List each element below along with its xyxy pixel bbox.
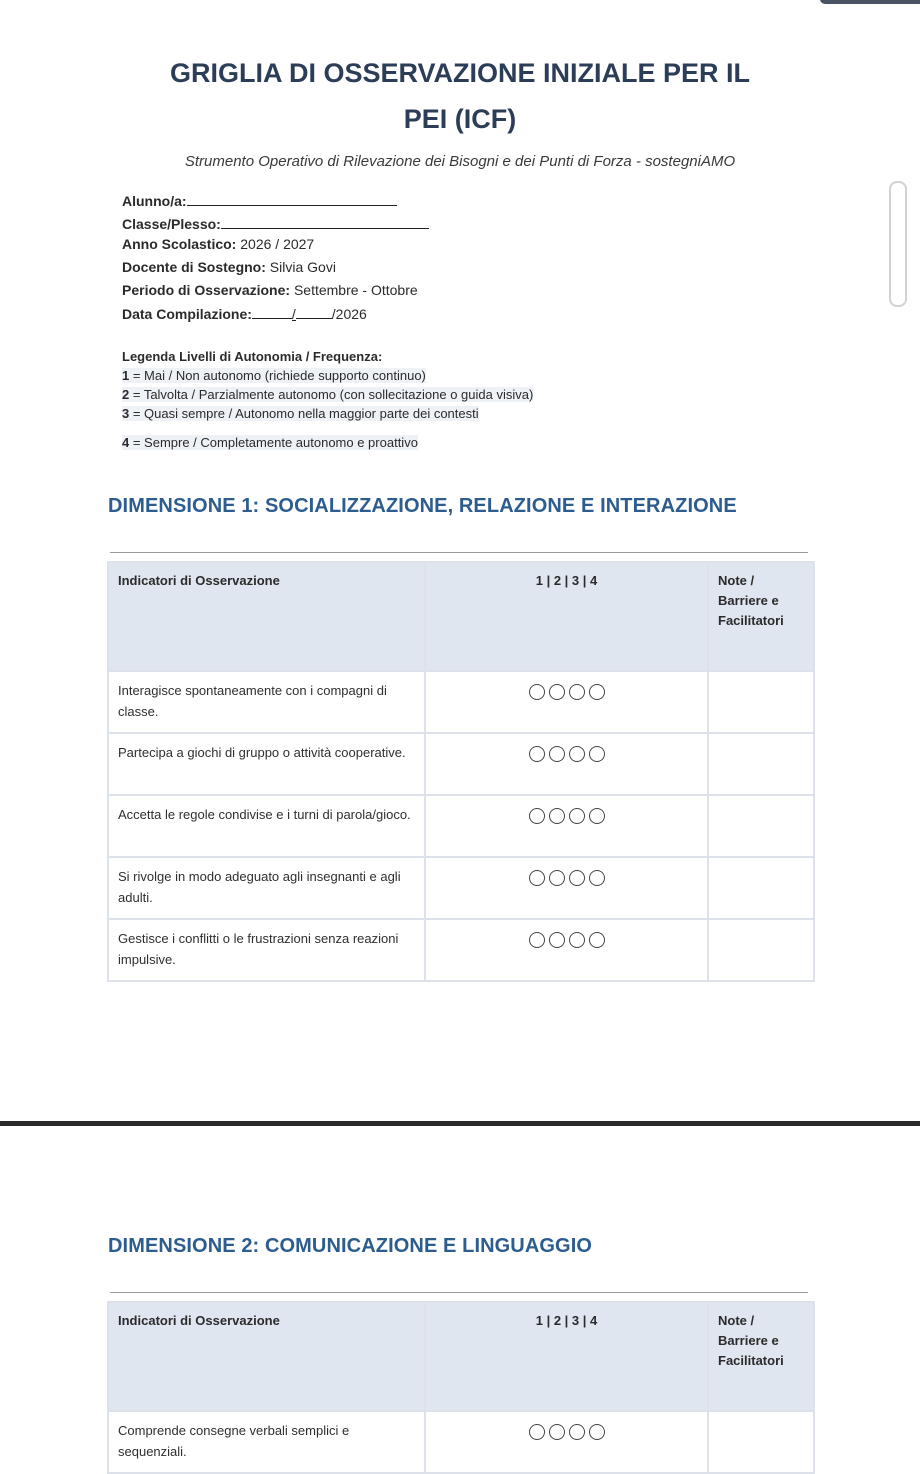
rating-options	[425, 733, 708, 795]
alunno-label: Alunno/a:	[122, 193, 187, 209]
legend-item-2: 2 = Talvolta / Parzialmente autonomo (con sollecitazione o guida visiva)	[122, 387, 534, 402]
table-row	[108, 919, 814, 981]
radio-2[interactable]	[549, 932, 565, 948]
indicator-text: Accetta le regole condivise e i turni di parola/gioco.	[108, 795, 425, 857]
table-header-row	[108, 1302, 814, 1411]
anno-label: Anno Scolastico:	[122, 236, 237, 252]
radio-4[interactable]	[589, 684, 605, 700]
alunno-blank[interactable]	[187, 191, 397, 206]
classe-field[interactable]	[122, 214, 429, 232]
header-notes: Note / Barriere e Facilitatori	[708, 1302, 814, 1411]
dimension-1-table	[107, 561, 815, 982]
radio-4[interactable]	[589, 870, 605, 886]
table-header-row	[108, 562, 814, 671]
notes-cell[interactable]	[708, 733, 814, 795]
radio-1[interactable]	[529, 1424, 545, 1440]
data-label: Data Compilazione:	[122, 306, 252, 322]
radio-4[interactable]	[589, 808, 605, 824]
radio-2[interactable]	[549, 746, 565, 762]
table-row	[108, 671, 814, 733]
radio-1[interactable]	[529, 808, 545, 824]
notes-cell[interactable]	[708, 857, 814, 919]
indicator-text: Partecipa a giochi di gruppo o attività cooperative.	[108, 733, 425, 795]
rating-options	[425, 919, 708, 981]
docente-label: Docente di Sostegno:	[122, 259, 266, 275]
rating-options	[425, 671, 708, 733]
header-indicators: Indicatori di Osservazione	[108, 1302, 425, 1411]
radio-3[interactable]	[569, 746, 585, 762]
legend-title: Legenda Livelli di Autonomia / Frequenza:	[122, 349, 383, 364]
date-year: /2026	[331, 306, 367, 322]
legend-item-4: 4 = Sempre / Completamente autonomo e proattivo	[122, 435, 418, 450]
radio-2[interactable]	[549, 1424, 565, 1440]
table-row	[108, 1411, 814, 1473]
radio-2[interactable]	[549, 684, 565, 700]
notes-cell[interactable]	[708, 919, 814, 981]
indicator-text: Interagisce spontaneamente con i compagni di classe.	[108, 671, 425, 733]
section-rule	[110, 552, 808, 553]
radio-4[interactable]	[589, 746, 605, 762]
month-blank[interactable]	[296, 304, 332, 319]
header-notes: Note / Barriere e Facilitatori	[708, 562, 814, 671]
anno-value: 2026 / 2027	[240, 236, 315, 252]
radio-3[interactable]	[569, 684, 585, 700]
rating-options	[425, 795, 708, 857]
notes-cell[interactable]	[708, 795, 814, 857]
periodo-label: Periodo di Osservazione:	[122, 282, 291, 298]
indicator-text: Si rivolge in modo adeguato agli insegnanti e agli adulti.	[108, 857, 425, 919]
document-title-line2: PEI (ICF)	[403, 104, 517, 134]
legend-item-1: 1 = Mai / Non autonomo (richiede supporto continuo)	[122, 368, 426, 383]
dimension-2-table	[107, 1301, 815, 1474]
radio-3[interactable]	[569, 1424, 585, 1440]
radio-3[interactable]	[569, 808, 585, 824]
radio-2[interactable]	[549, 870, 565, 886]
rating-options	[425, 1411, 708, 1473]
radio-1[interactable]	[529, 746, 545, 762]
radio-3[interactable]	[569, 870, 585, 886]
indicator-text: Comprende consegne verbali semplici e sequenziali.	[108, 1411, 425, 1473]
alunno-field[interactable]	[122, 191, 397, 209]
document-page-2	[0, 1128, 920, 1469]
radio-3[interactable]	[569, 932, 585, 948]
legend	[122, 349, 533, 450]
date-separator: /	[291, 306, 296, 322]
header-indicators: Indicatori di Osservazione	[108, 562, 425, 671]
radio-2[interactable]	[549, 808, 565, 824]
rating-options	[425, 857, 708, 919]
notes-cell[interactable]	[708, 1411, 814, 1473]
radio-1[interactable]	[529, 870, 545, 886]
classe-label: Classe/Plesso:	[122, 216, 221, 232]
legend-item-3: 3 = Quasi sempre / Autonomo nella maggior parte dei contesti	[122, 406, 479, 421]
document-title-line1: GRIGLIA DI OSSERVAZIONE INIZIALE PER IL	[169, 58, 751, 88]
dimension-1-title: DIMENSIONE 1: SOCIALIZZAZIONE, RELAZIONE E INTERAZIONE	[108, 495, 737, 517]
radio-4[interactable]	[589, 932, 605, 948]
header-scale: 1 | 2 | 3 | 4	[425, 562, 708, 671]
indicator-text: Gestisce i conflitti o le frustrazioni senza reazioni impulsive.	[108, 919, 425, 981]
dimension-2-title: DIMENSIONE 2: COMUNICAZIONE E LINGUAGGIO	[108, 1235, 593, 1257]
radio-1[interactable]	[529, 932, 545, 948]
table-row	[108, 857, 814, 919]
periodo-osservazione	[122, 282, 418, 298]
data-compilazione[interactable]	[122, 304, 367, 322]
table-row	[108, 733, 814, 795]
radio-4[interactable]	[589, 1424, 605, 1440]
classe-blank[interactable]	[221, 214, 429, 229]
page-break-divider	[0, 1121, 920, 1126]
periodo-value: Settembre - Ottobre	[293, 282, 418, 298]
section-rule	[110, 1292, 808, 1293]
day-blank[interactable]	[252, 304, 292, 319]
anno-scolastico	[122, 236, 314, 252]
radio-1[interactable]	[529, 684, 545, 700]
notes-cell[interactable]	[708, 671, 814, 733]
header-scale: 1 | 2 | 3 | 4	[425, 1302, 708, 1411]
table-row	[108, 795, 814, 857]
document-subtitle: Strumento Operativo di Rilevazione dei Bisogni e dei Punti di Forza - sostegniAMO	[184, 153, 736, 170]
docente-sostegno	[122, 259, 336, 275]
docente-value: Silvia Govi	[269, 259, 336, 275]
